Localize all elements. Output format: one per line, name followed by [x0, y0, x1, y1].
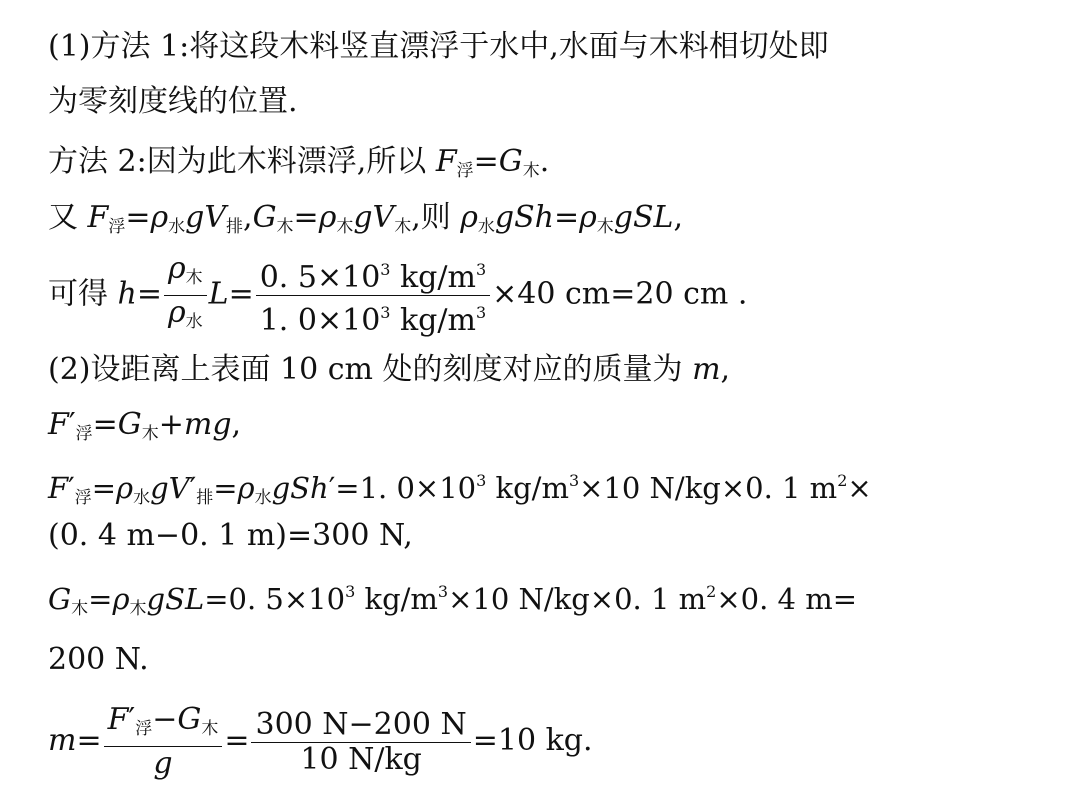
- fraction-numerator: [256, 253, 490, 296]
- symbol: L: [208, 276, 229, 312]
- text: .: [539, 144, 550, 179]
- superscript: 3: [475, 303, 487, 322]
- line-7: [48, 405, 241, 454]
- subscript: 浮: [75, 424, 93, 444]
- text: ×0. 4 m=: [716, 582, 857, 616]
- operator: =: [88, 582, 113, 616]
- symbol: gV: [150, 471, 190, 505]
- subscript: 水: [254, 488, 272, 508]
- fraction-denominator: [164, 296, 207, 339]
- subscript: 水: [133, 488, 151, 508]
- symbol: ρ: [579, 200, 597, 235]
- text: ,则: [411, 200, 461, 235]
- line-6: [48, 350, 730, 390]
- text: 可得: [48, 276, 118, 312]
- text: 为零刻度线的位置.: [48, 84, 298, 119]
- prime: ′: [189, 471, 197, 505]
- line-3: [48, 142, 549, 191]
- operator: =: [92, 407, 118, 442]
- subscript: 木: [596, 217, 614, 237]
- line-4: [48, 198, 683, 247]
- subscript: 木: [276, 217, 294, 237]
- symbol: h: [117, 276, 137, 312]
- symbol: ρ: [150, 200, 169, 235]
- text: ×10 N/kg×0. 1 m: [579, 471, 838, 505]
- superscript: 2: [837, 471, 848, 490]
- operator: =: [224, 723, 250, 758]
- text: 0. 5×10: [259, 260, 381, 295]
- operator: −: [152, 702, 178, 737]
- line-12: [48, 703, 592, 781]
- subscript: 水: [185, 312, 203, 332]
- symbol: gSh: [494, 200, 554, 235]
- symbol: F: [48, 471, 69, 505]
- subscript: 木: [394, 217, 412, 237]
- superscript: 3: [437, 582, 449, 601]
- text: kg/m: [486, 471, 569, 505]
- symbol: mg: [183, 407, 232, 442]
- subscript: 浮: [74, 488, 92, 508]
- text: 方法 2:因为此木料漂浮,所以: [48, 144, 436, 179]
- text: kg/m: [355, 582, 438, 616]
- subscript: 木: [71, 599, 89, 619]
- text: =10 kg.: [472, 723, 593, 758]
- text: 200 N.: [48, 642, 149, 677]
- symbol: F: [107, 702, 129, 737]
- prime: ′: [128, 702, 136, 737]
- symbol: ρ: [318, 200, 337, 235]
- symbol: G: [252, 200, 277, 235]
- symbol: ρ: [237, 471, 255, 505]
- text: kg/m: [390, 303, 476, 338]
- subscript: 水: [168, 217, 186, 237]
- mass-numeric-fraction: [251, 708, 470, 777]
- symbol: ρ: [112, 582, 130, 616]
- text: ,: [673, 200, 684, 235]
- fraction-numerator: [104, 703, 223, 747]
- symbol: gSL: [146, 582, 205, 616]
- subscript: 水: [477, 217, 495, 237]
- symbol: G: [117, 407, 142, 442]
- superscript: 3: [568, 471, 580, 490]
- symbol: m: [692, 352, 721, 387]
- density-value-fraction: [256, 253, 490, 338]
- operator: =: [554, 200, 580, 235]
- symbol: F: [87, 200, 109, 235]
- subscript: 木: [201, 719, 219, 739]
- line-5: [48, 252, 747, 339]
- text: ,: [243, 200, 253, 235]
- line-10: [48, 572, 857, 629]
- subscript: 浮: [135, 719, 153, 739]
- symbol: G: [48, 582, 72, 616]
- text: =0. 5×10: [204, 582, 346, 616]
- operator: =: [473, 144, 499, 179]
- symbol: ρ: [116, 471, 134, 505]
- symbol: F: [435, 144, 457, 179]
- operator: =: [91, 471, 117, 505]
- prime: ′: [68, 407, 76, 442]
- text: (0. 4 m−0. 1 m)=300 N,: [48, 518, 413, 553]
- subscript: 浮: [456, 161, 474, 181]
- line-8: [48, 461, 872, 518]
- prime: ′: [68, 471, 75, 505]
- superscript: 2: [706, 582, 717, 601]
- fraction-denominator: [256, 296, 490, 338]
- symbol: m: [48, 723, 77, 758]
- subscript: 浮: [108, 217, 126, 237]
- operator: =: [76, 723, 102, 758]
- subscript: 木: [185, 268, 203, 288]
- operator: =: [228, 276, 254, 312]
- fraction-numerator: 300 N−200 N: [251, 708, 470, 743]
- symbol: ρ: [168, 295, 186, 330]
- operator: =: [125, 200, 151, 235]
- text: =1. 0×10: [335, 471, 477, 505]
- symbol: g: [153, 746, 173, 781]
- prime: ′: [328, 471, 336, 505]
- superscript: 3: [475, 260, 487, 279]
- line-11: [48, 640, 149, 680]
- operator: =: [213, 471, 238, 505]
- density-ratio-fraction: [164, 252, 207, 339]
- symbol: ρ: [460, 200, 478, 235]
- text: 1. 0×10: [259, 303, 381, 338]
- symbol: gSh: [271, 471, 329, 505]
- subscript: 木: [336, 217, 354, 237]
- operator: =: [293, 200, 319, 235]
- text: ,: [231, 407, 242, 442]
- text: 又: [48, 200, 88, 235]
- fraction-denominator: [104, 747, 223, 781]
- text: (2)设距离上表面 10 cm 处的刻度对应的质量为: [48, 352, 693, 387]
- text: ×10 N/kg×0. 1 m: [448, 582, 707, 616]
- text: (1)方法 1:将这段木料竖直漂浮于水中,水面与木料相切处即: [48, 29, 829, 64]
- line-2: [48, 82, 298, 122]
- symbol: gV: [353, 200, 395, 235]
- operator: +: [158, 407, 184, 442]
- subscript: 排: [226, 217, 244, 237]
- text: ,: [720, 352, 731, 387]
- fraction-denominator: 10 N/kg: [300, 741, 422, 777]
- symbol: ρ: [168, 251, 186, 286]
- text: ×40 cm=20 cm .: [492, 276, 748, 312]
- superscript: 3: [476, 471, 487, 490]
- symbol: G: [177, 702, 202, 737]
- text: ×: [847, 471, 872, 505]
- line-1: [48, 27, 829, 67]
- subscript: 排: [196, 488, 214, 508]
- mass-symbolic-fraction: [104, 703, 223, 781]
- subscript: 木: [141, 424, 159, 444]
- superscript: 3: [345, 582, 356, 601]
- symbol: F: [48, 407, 69, 442]
- fraction-numerator: [164, 252, 207, 296]
- subscript: 木: [522, 161, 540, 181]
- superscript: 3: [380, 303, 391, 322]
- text: kg/m: [390, 260, 476, 295]
- symbol: G: [498, 144, 523, 179]
- symbol: gV: [185, 200, 227, 235]
- symbol: gSL: [613, 200, 674, 235]
- subscript: 木: [129, 599, 147, 619]
- superscript: 3: [380, 260, 391, 279]
- operator: =: [136, 276, 163, 312]
- line-9: [48, 516, 413, 556]
